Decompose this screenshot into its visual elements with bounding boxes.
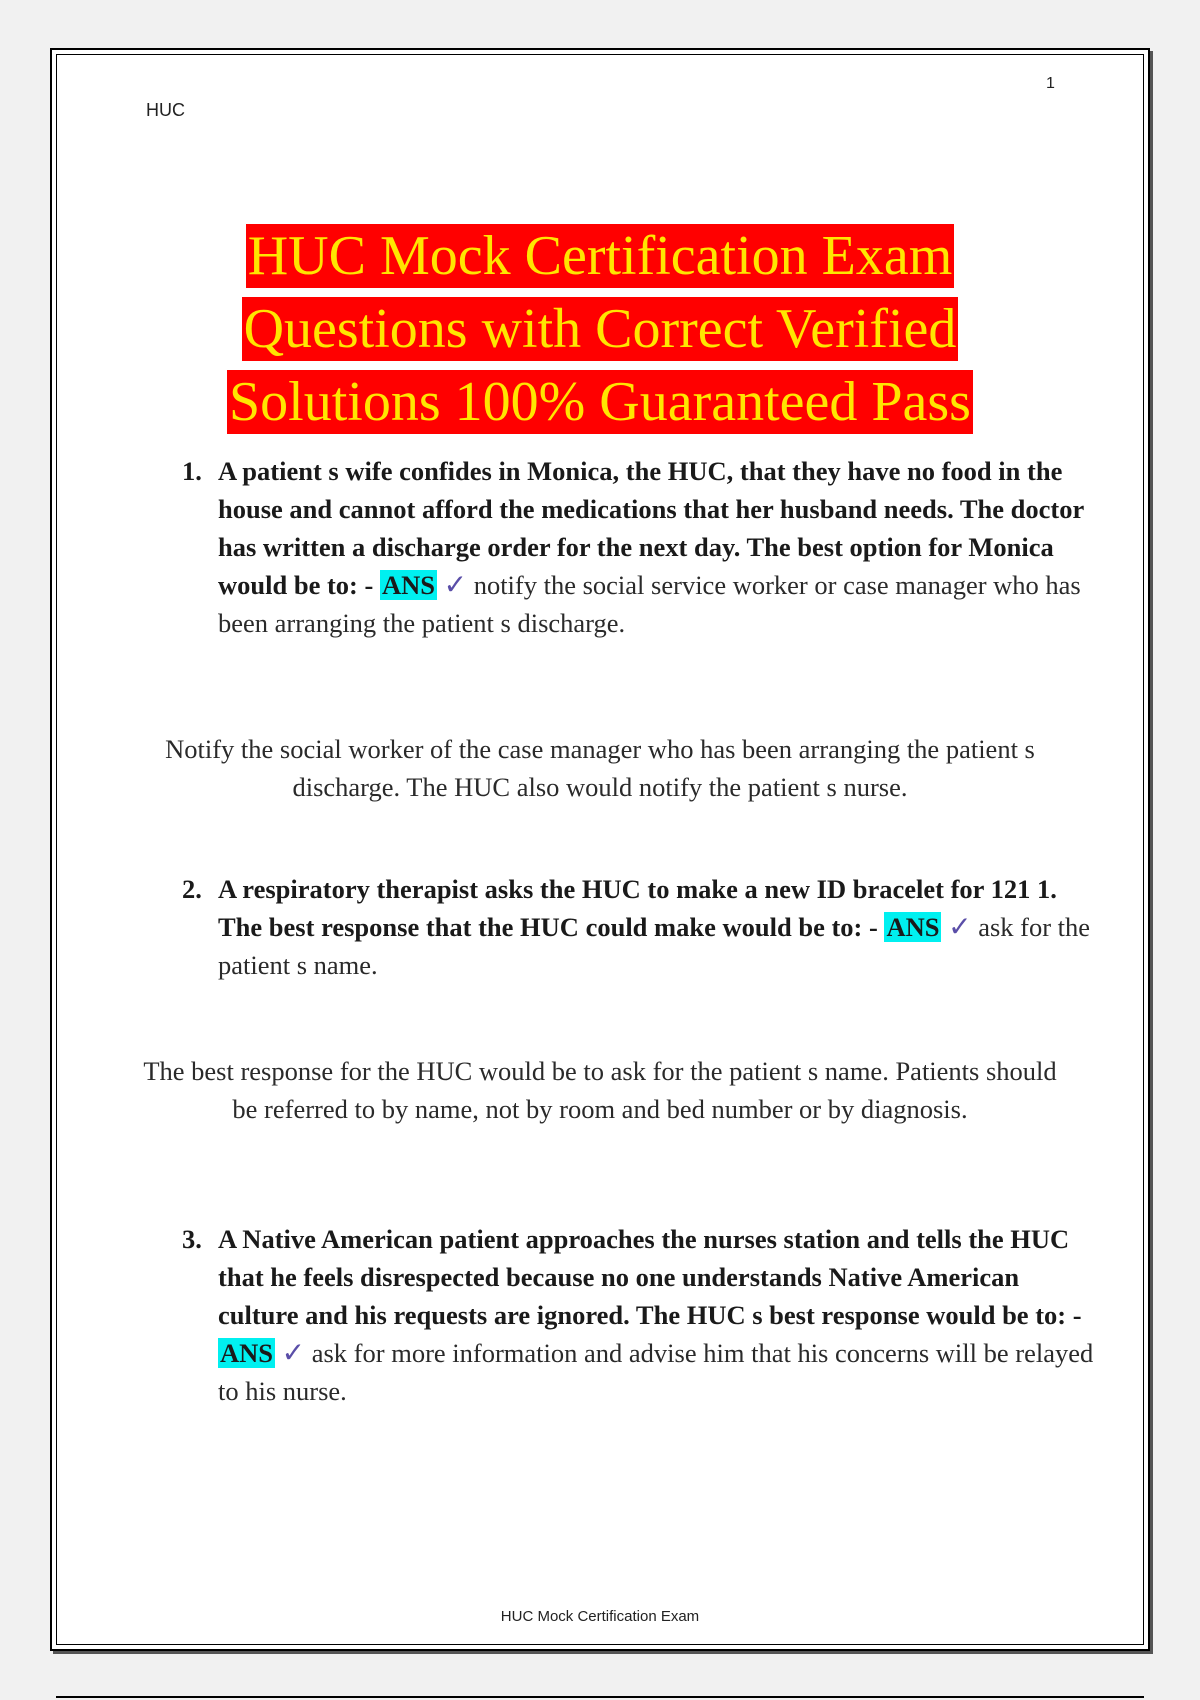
question-text: A respiratory therapist asks the HUC to make a new ID bracelet for 121 1. The best response that the HUC could make would be to: - [218, 874, 1057, 942]
ans-label: ANS [381, 570, 435, 600]
answer-text: ask for more information and advise him that his concerns will be relayed to his nurse. [218, 1338, 1094, 1406]
question-number: 1. [182, 456, 202, 486]
checkmark-icon: ✓ [281, 1336, 306, 1369]
answer-text: ask for the patient s name. [218, 912, 1091, 980]
title-line-3: Solutions 100% Guaranteed Pass [229, 371, 971, 433]
checkmark-icon: ✓ [443, 568, 468, 601]
question-text: A Native American patient approaches the nurses station and tells the HUC that he feels disrespected because no one understands Native American culture and his requests are ignored. The HUC s best response would be to: - [218, 1224, 1082, 1330]
question-3 [182, 1220, 1098, 1410]
question-2 [182, 870, 1098, 984]
running-header: HUC [146, 100, 185, 120]
running-footer: HUC Mock Certification Exam [500, 1608, 700, 1625]
question-text: A patient s wife confides in Monica, the HUC, that they have no food in the house and cannot afford the medications that her husband needs. The doctor has written a discharge order for the next day. The best option for Monica would be to: - [218, 456, 1084, 600]
title-line-2: Questions with Correct Verified [243, 298, 957, 360]
document-title [52, 220, 1148, 439]
checkmark-icon: ✓ [948, 910, 972, 943]
question-number: 2. [182, 874, 202, 904]
ans-label: ANS [220, 1338, 274, 1368]
explanation-2: The best response for the HUC would be to ask for the patient s name. Patients should be referred to by name, not by room and bed number or by diagnosis. [143, 1056, 1057, 1124]
page-number: 1 [1046, 75, 1055, 92]
ans-label: ANS [886, 912, 940, 942]
document-page [50, 48, 1150, 1651]
explanation-1: Notify the social worker of the case manager who has been arranging the patient s discharge. The HUC also would notify the patient s nurse. [165, 734, 1035, 802]
question-1 [182, 452, 1098, 642]
title-line-1: HUC Mock Certification Exam [247, 225, 953, 287]
answer-text: notify the social service worker or case manager who has been arranging the patient s discharge. [218, 570, 1081, 638]
next-page-edge [56, 1696, 1144, 1698]
question-number: 3. [182, 1224, 202, 1254]
